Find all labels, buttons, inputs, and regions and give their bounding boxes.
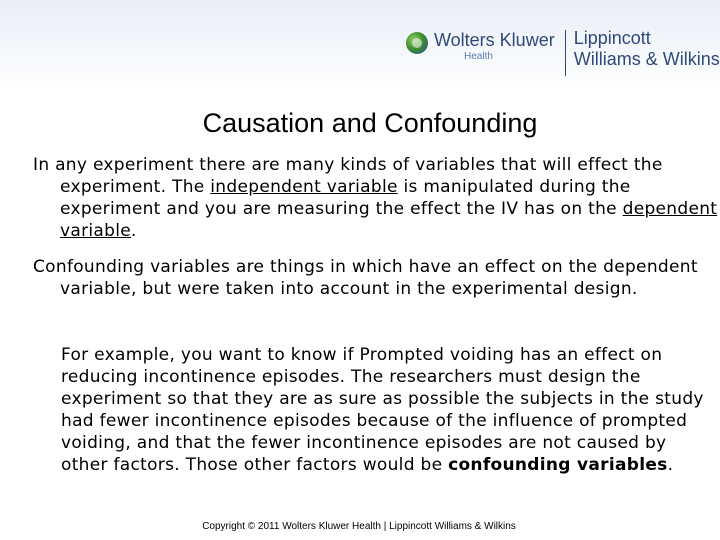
p1-text-a: In any experiment there are many kinds of variables that will effect the experiment. The — [33, 155, 663, 197]
lww-wordmark — [574, 28, 720, 70]
wolters-kluwer-globe-icon — [406, 32, 428, 54]
copyright-footer: Copyright © 2011 Wolters Kluwer Health | Lippincott Williams & Wilkins — [202, 521, 516, 532]
partner-line-2: Williams & Wilkins — [573, 49, 720, 69]
brand-sub: Health — [464, 51, 493, 62]
publisher-logo — [406, 28, 720, 80]
dependent-variable-term: dependent variable — [60, 199, 718, 241]
p3-text-a: For example, you want to know if Prompted voiding has an effect on reducing incontinence episodes. The researchers must design the experiment so that they are as sure as possible the subjects in the study had fewer incontinence episodes because of the influence of prompted voiding, and that the fewer incontinence episodes are not caused by other factors. Those other factors would be — [61, 345, 704, 475]
p1-text-c: . — [130, 221, 137, 241]
brand-name: Wolters Kluwer — [434, 30, 555, 50]
logo-divider — [565, 30, 566, 76]
wolters-kluwer-wordmark — [434, 28, 555, 62]
paragraph-confounding: Confounding variables are things in which have an effect on the dependent variable, but were taken into account in the experimental design. — [33, 257, 698, 299]
independent-variable-term: independent variable — [210, 177, 398, 197]
p1-text-b: is manipulated during the experiment and you are measuring the effect the IV has on the — [60, 177, 631, 219]
partner-line-1: Lippincott — [573, 28, 651, 48]
p3-text-b: . — [667, 455, 674, 475]
header-band — [0, 0, 720, 88]
paragraph-example — [61, 344, 706, 476]
slide-title: Causation and Confounding — [202, 108, 538, 138]
paragraph-variables — [33, 154, 720, 242]
confounding-variables-term: confounding variables — [448, 455, 668, 475]
